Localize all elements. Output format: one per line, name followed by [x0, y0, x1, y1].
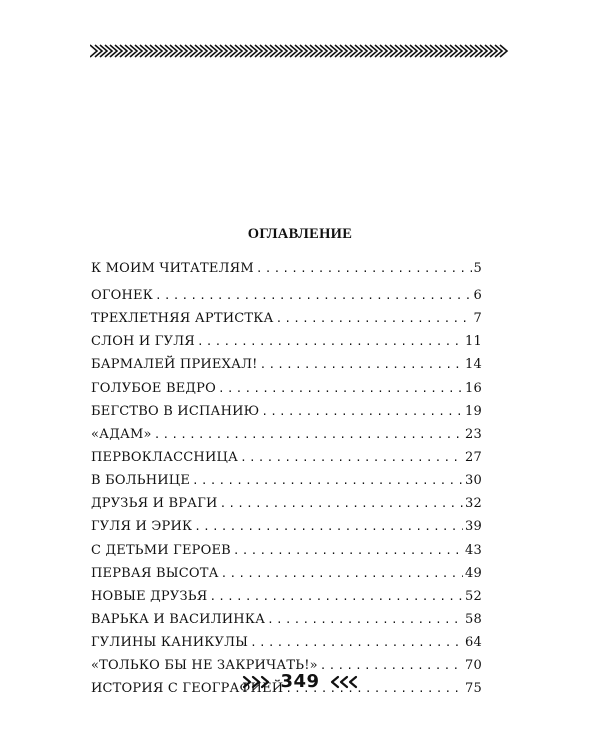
dot-leader: [197, 335, 463, 348]
toc-entry: [91, 261, 482, 288]
toc-entry-title: ГУЛЯ И ЭРИК: [91, 519, 193, 535]
toc-entry-title: ИСТОРИЯ С ГЕОГРАФИЕЙ: [91, 681, 284, 697]
toc-entry-page: 11: [465, 334, 482, 350]
dot-leader: [220, 497, 463, 510]
toc-entry: [91, 357, 482, 380]
dot-leader: [155, 289, 472, 302]
toc-entry: [91, 496, 482, 519]
page-number: 349: [280, 671, 320, 692]
toc-entry-title: «ТОЛЬКО БЫ НЕ ЗАКРИЧАТЬ!»: [91, 658, 318, 674]
toc-entry: [91, 589, 482, 612]
dot-leader: [233, 544, 463, 557]
dot-leader: [218, 382, 463, 395]
toc-entry-title: НОВЫЕ ДРУЗЬЯ: [91, 588, 208, 604]
toc-entry-page: 14: [465, 357, 482, 373]
dot-leader: [209, 590, 463, 603]
toc-entry: [91, 473, 482, 496]
toc-entry-page: 6: [473, 288, 482, 303]
chevrons-right-icon: [242, 675, 272, 689]
dot-leader: [276, 312, 472, 325]
toc-entry: [91, 427, 482, 450]
toc-entry-page: 39: [465, 519, 482, 535]
chevron-band-ornament-icon: [90, 44, 511, 58]
dot-leader: [221, 567, 463, 580]
toc-entry: [91, 519, 482, 542]
dot-leader: [192, 474, 463, 487]
toc-entry-title: ОГОНЕК: [91, 288, 154, 303]
toc-entry-title: «АДАМ»: [91, 426, 152, 442]
toc-entry-title: БЕГСТВО В ИСПАНИЮ: [91, 403, 260, 419]
dot-leader: [154, 428, 463, 441]
toc-entry-page: 43: [465, 542, 482, 558]
page-footer: [0, 671, 600, 692]
dot-leader: [267, 613, 463, 626]
toc-entry-title: БАРМАЛЕЙ ПРИЕХАЛ!: [91, 357, 258, 373]
dot-leader: [256, 262, 472, 275]
toc-entry-page: 27: [465, 449, 482, 465]
toc-entry-page: 75: [465, 681, 482, 697]
toc-entry: [91, 311, 482, 334]
toc-entry: [91, 381, 482, 404]
toc-entry-page: 19: [465, 403, 482, 419]
dot-leader: [261, 405, 463, 418]
dot-leader: [250, 636, 463, 649]
toc-entry-page: 32: [465, 496, 482, 512]
toc-entry-page: 58: [465, 611, 482, 627]
table-of-contents: [91, 261, 482, 705]
toc-entry-title: СЛОН И ГУЛЯ: [91, 334, 195, 350]
toc-entry-title: С ДЕТЬМИ ГЕРОЕВ: [91, 542, 231, 558]
toc-entry-title: ПЕРВАЯ ВЫСОТА: [91, 565, 219, 581]
toc-entry-title: К МОИМ ЧИТАТЕЛЯМ: [91, 261, 254, 276]
toc-entry-page: 30: [465, 473, 482, 489]
toc-entry: [91, 566, 482, 589]
dot-leader: [240, 451, 463, 464]
dot-leader: [194, 520, 463, 533]
toc-entry-page: 49: [465, 565, 482, 581]
toc-entry-title: ТРЕХЛЕТНЯЯ АРТИСТКА: [91, 311, 274, 327]
toc-entry-page: 52: [465, 588, 482, 604]
toc-entry-title: ВАРЬКА И ВАСИЛИНКА: [91, 611, 266, 627]
toc-entry-page: 64: [465, 635, 482, 651]
toc-entry: [91, 450, 482, 473]
toc-entry: [91, 635, 482, 658]
toc-entry-title: ГУЛИНЫ КАНИКУЛЫ: [91, 635, 249, 651]
toc-entry: [91, 288, 482, 311]
toc-entry-page: 23: [465, 426, 482, 442]
toc-entry: [91, 334, 482, 357]
toc-entry-title: ГОЛУБОЕ ВЕДРО: [91, 380, 216, 396]
toc-entry-title: ПЕРВОКЛАССНИЦА: [91, 449, 239, 465]
toc-entry: [91, 543, 482, 566]
dot-leader: [260, 358, 463, 371]
chevrons-left-icon: [328, 675, 358, 689]
toc-entry-page: 5: [473, 261, 482, 276]
toc-entry-page: 7: [473, 311, 482, 327]
toc-entry-page: 70: [465, 658, 482, 674]
toc-entry: [91, 404, 482, 427]
toc-entry-title: ДРУЗЬЯ И ВРАГИ: [91, 496, 218, 512]
toc-heading: ОГЛАВЛЕНИЕ: [247, 226, 353, 242]
toc-entry-page: 16: [465, 380, 482, 396]
toc-entry-title: В БОЛЬНИЦЕ: [91, 473, 191, 489]
toc-entry: [91, 612, 482, 635]
